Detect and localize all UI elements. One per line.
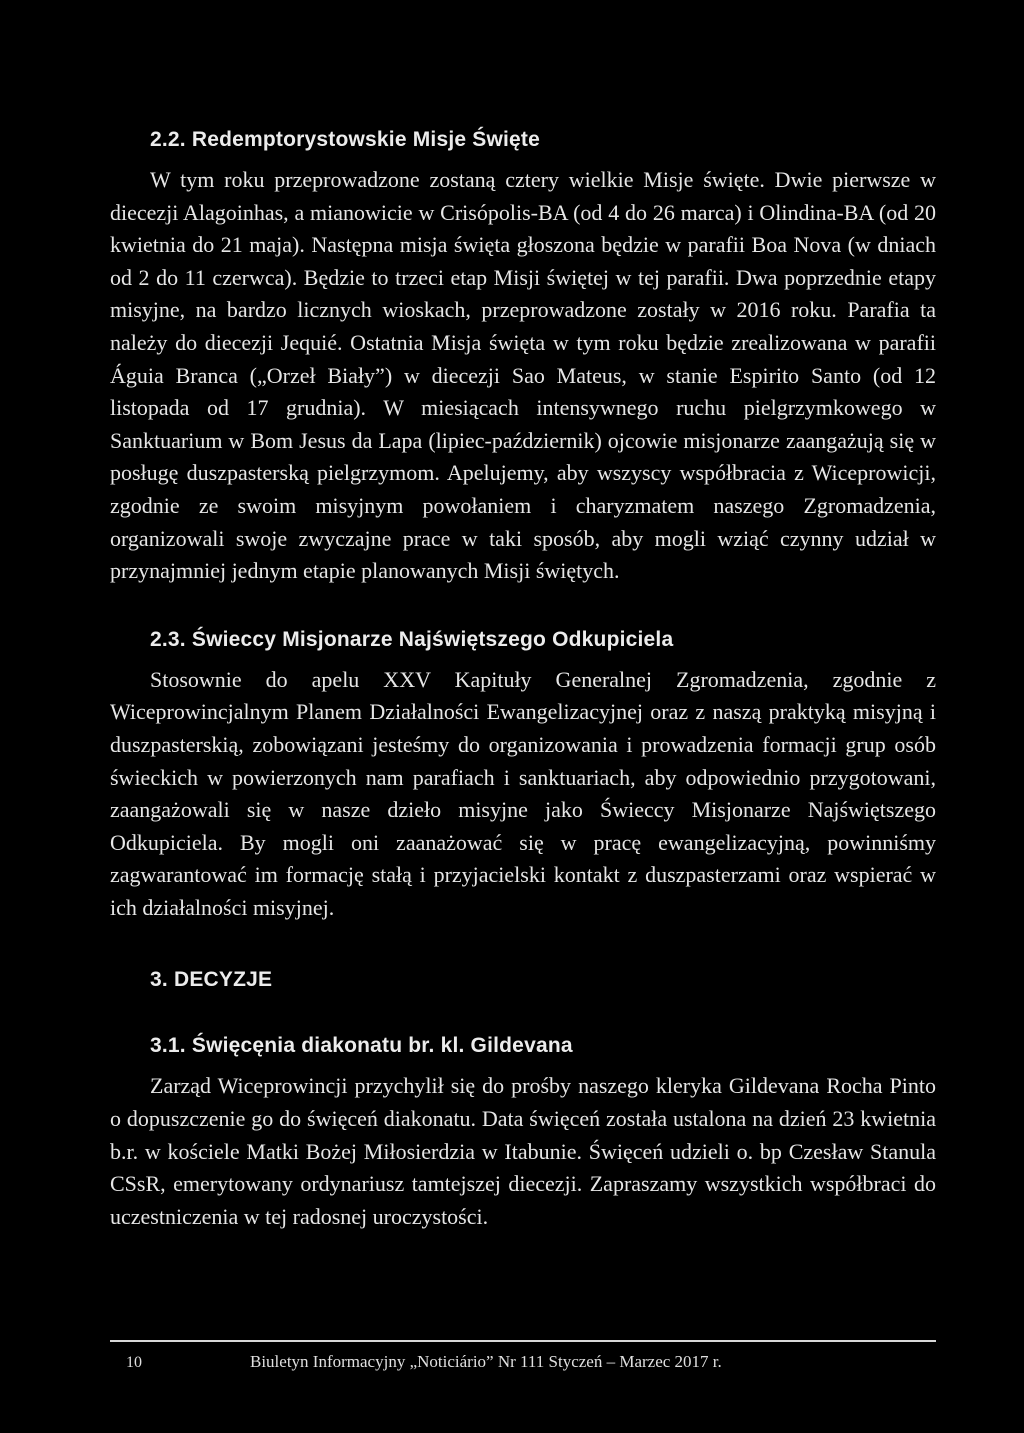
section-paragraph-2-3: Stosownie do apelu XXV Kapituły Generalnej Zgromadzenia, zgodnie z Wiceprowincjalnym Planem Działalności Ewangelizacyjnej oraz z naszą praktyką misyjną i duszpasterskią, zobowiązani jesteśmy do organizowania i prowadzenia formacji grup osób świeckich w powierzonych nam parafiach i sanktuariach, aby odpowiednio przygotowani, zaangażowali się w nasze dzieło misyjne jako Świeccy Misjonarze Najświętszego Odkupiciela. By mogli oni zaanażować się w pracę ewangelizacyjną, powinniśmy zagwarantować im formację stałą i przyjacielski kontakt z duszpasterzami oraz wspierać w ich działalności misyjnej.	[110, 666, 936, 920]
section-heading-3: 3. DECYZJE	[150, 968, 273, 992]
section-paragraph-3-1: Zarząd Wiceprowincji przychylił się do prośby naszego kleryka Gildevana Rocha Pinto o dopuszczenie go do święceń diakonatu. Data święceń została ustalona na dzień 23 kwietnia b.r. w kościele Matki Bożej Miłosierdzia w Itabunie. Święceń udzieli o. bp Czesław Stanula CSsR, emerytowany ordynariusz tamtejszej diecezji. Zapraszamy wszystkich współbraci do uczestniczenia w tej radosnej uroczystości.	[110, 1073, 936, 1229]
document-page	[110, 122, 936, 1233]
footer-publication-title: Biuletyn Informacyjny „Noticiário” Nr 111 Styczeń – Marzec 2017 r.	[250, 1352, 722, 1371]
section-heading-2-2: 2.2. Redemptorystowskie Misje Święte	[150, 128, 541, 151]
page-footer	[110, 1340, 936, 1372]
section-paragraph-2-2: W tym roku przeprowadzone zostaną cztery wielkie Misje święte. Dwie pierwsze w diecezji Alagoinhas, a mianowicie w Crisópolis-BA (od 4 do 26 marca) i Olindina-BA (od 20 kwietnia do 21 maja). Następna misja święta głoszona będzie w parafii Boa Nova (w dniach od 2 do 11 czerwca). Będzie to trzeci etap Misji świętej w tej parafii. Dwa poprzednie etapy misyjne, na bardzo licznych wioskach, przeprowadzone zostały w 2016 roku. Parafia ta należy do diecezji Jequié. Ostatnia Misja święta w tym roku będzie zrealizowana w parafii Águia Branca („Orzeł Biały”) w diecezji Sao Mateus, w stanie Espirito Santo (od 12 listopada od 17 grudnia). W miesiącach intensywnego ruchu pielgrzymkowego w Sanktuarium w Bom Jesus da Lapa (lipiec-październik) ojcowie misjonarze zaangażują się w posługę duszpasterską pielgrzymom. Apelujemy, aby wszyscy współbracia z Wiceprowicji, zgodnie ze swoim misyjnym powołaniem i charyzmatem naszego Zgromadzenia, organizowali swoje zwyczajne prace w taki sposób, aby mogli wziąć czynny udział w przynajmniej jednym etapie planowanych Misji świętych.	[110, 167, 936, 584]
page-number: 10	[126, 1354, 142, 1371]
section-heading-2-3: 2.3. Świeccy Misjonarze Najświętszego Odkupiciela	[150, 627, 674, 651]
section-heading-3-1: 3.1. Święcęnia diakonatu br. kl. Gildevana	[150, 1034, 573, 1058]
